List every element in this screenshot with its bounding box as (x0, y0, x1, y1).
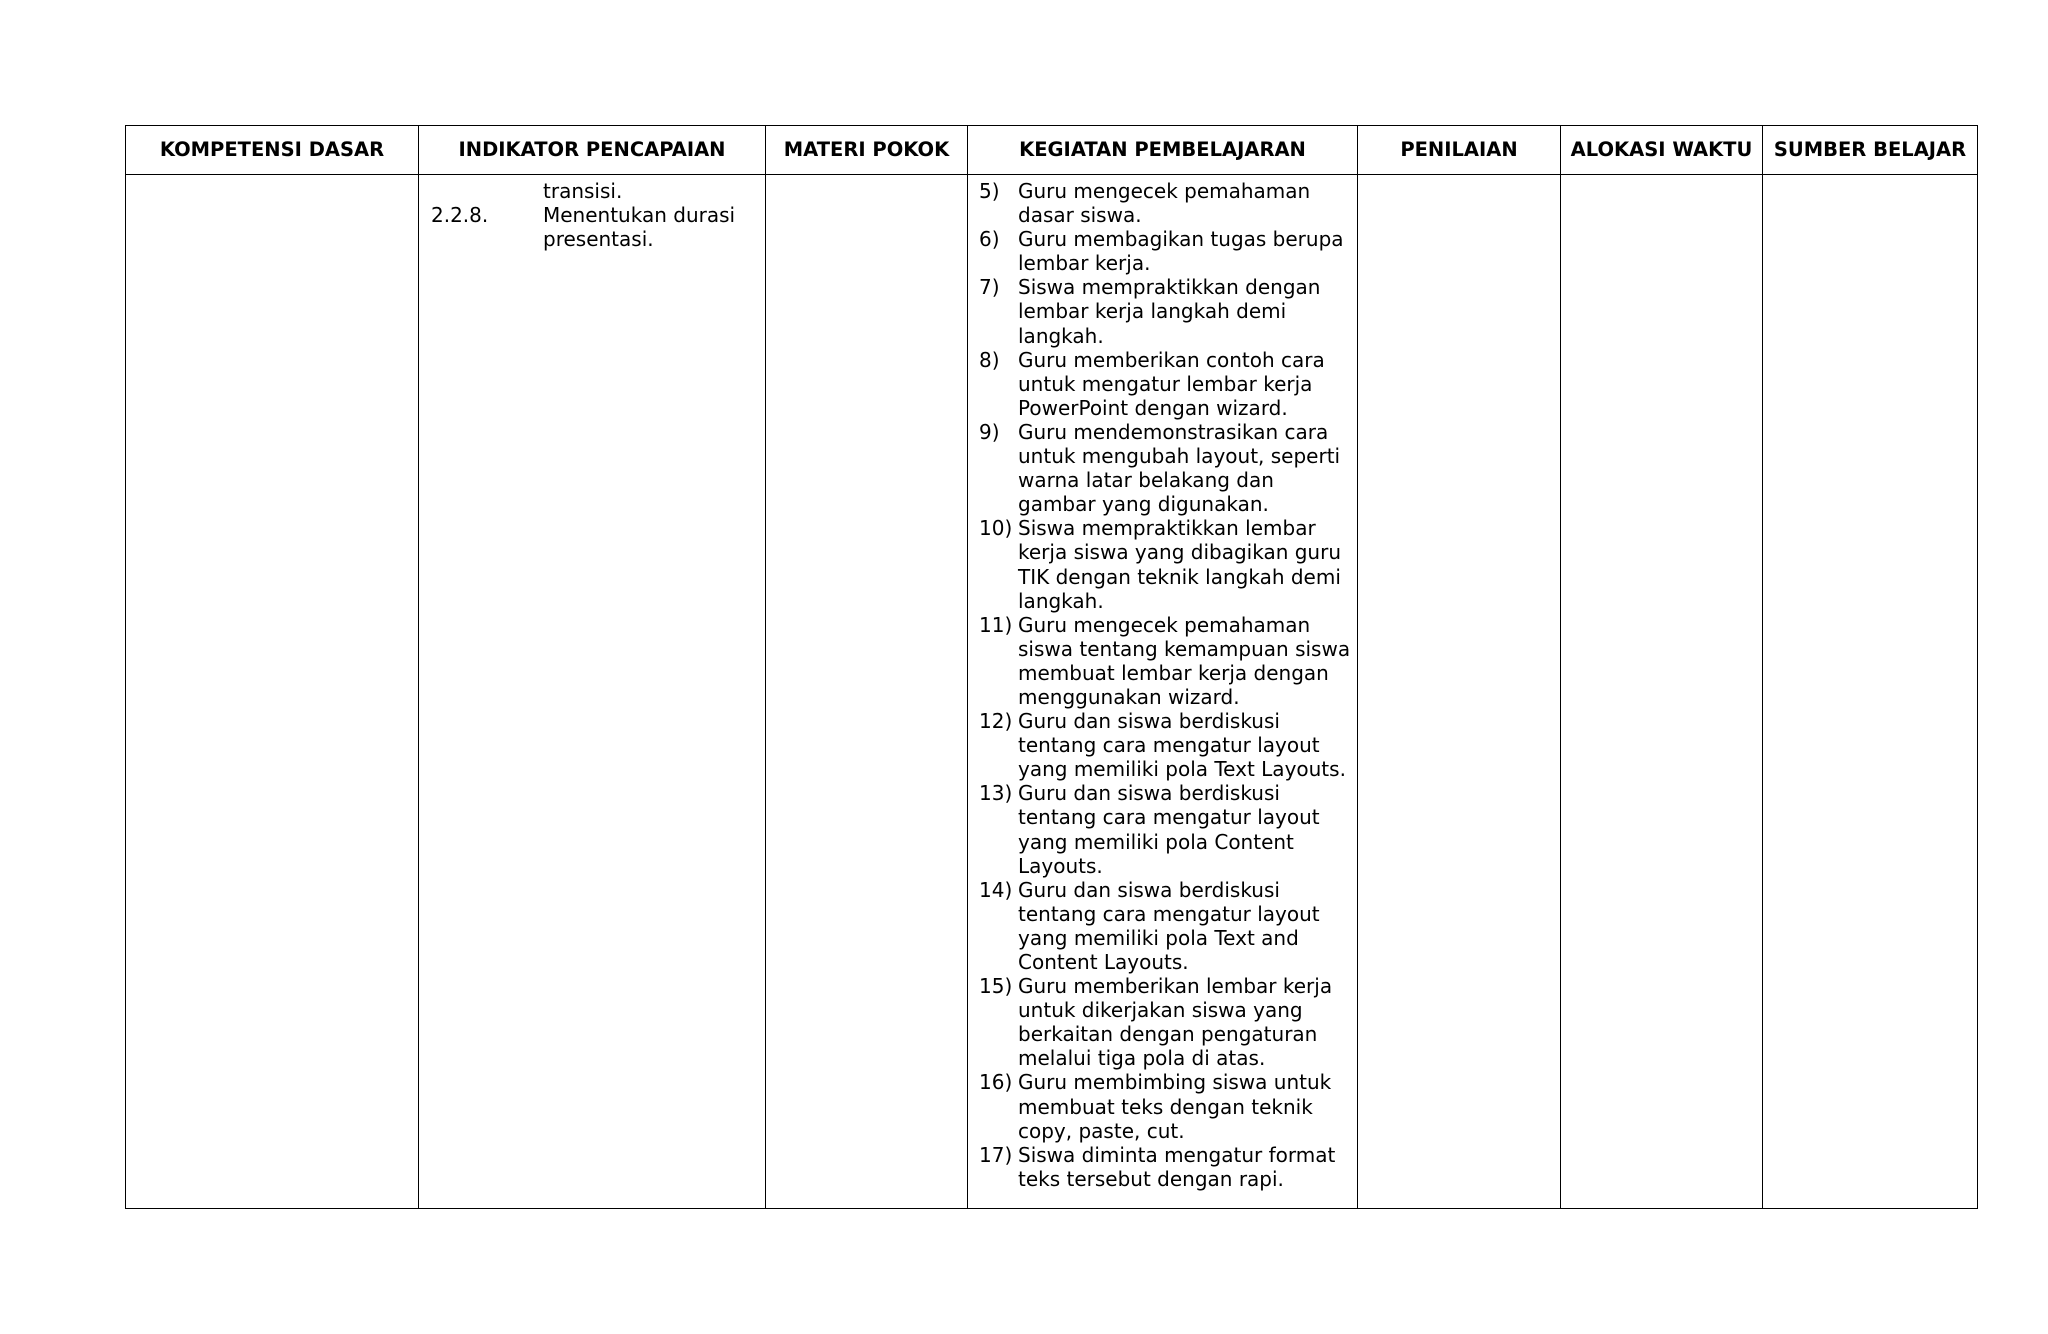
header-alokasi-waktu: ALOKASI WAKTU (1561, 126, 1763, 175)
activity-number: 11) (979, 612, 1013, 637)
activity-item (979, 275, 1351, 347)
activity-text: Guru mengecek pemahaman dasar siswa. (1018, 179, 1311, 228)
syllabus-table (125, 125, 1978, 1209)
activity-item (979, 974, 1351, 1070)
activity-number: 6) (979, 227, 1000, 252)
header-indikator-pencapaian: INDIKATOR PENCAPAIAN (419, 126, 766, 175)
cell-kegiatan-pembelajaran (968, 175, 1358, 1209)
activity-number: 5) (979, 179, 1000, 203)
activity-number: 14) (979, 877, 1013, 902)
activity-text: Guru mendemonstrasikan cara untuk mengubah layout, seperti warna latar belakang dan gambar yang digunakan. (1018, 419, 1341, 517)
activity-text: Guru memberikan contoh cara untuk mengatur lembar kerja PowerPoint dengan wizard. (1018, 347, 1325, 420)
activity-text: Guru mengecek pemahaman siswa tentang kemampuan siswa membuat lembar kerja dengan menggunakan wizard. (1018, 612, 1351, 709)
header-kompetensi-dasar: KOMPETENSI DASAR (126, 126, 419, 175)
indikator-item (431, 203, 765, 251)
table-header-row (126, 126, 1978, 175)
activity-item (979, 516, 1351, 612)
header-materi-pokok: MATERI POKOK (766, 126, 968, 175)
activity-text: Siswa mempraktikkan lembar kerja siswa yang dibagikan guru TIK dengan teknik langkah demi langkah. (1018, 516, 1341, 613)
activity-list (968, 175, 1357, 1191)
activity-number: 15) (979, 974, 1013, 999)
activity-item (979, 420, 1351, 516)
cell-sumber-belajar (1763, 175, 1978, 1209)
table-row (126, 175, 1978, 1209)
cell-indikator-pencapaian (419, 175, 766, 1209)
activity-number: 8) (979, 347, 1000, 372)
cell-materi-pokok (766, 175, 968, 1209)
activity-item (979, 781, 1351, 877)
indikator-text: Menentukan durasi presentasi. (543, 203, 736, 252)
activity-text: Guru memberikan lembar kerja untuk dikerjakan siswa yang berkaitan dengan pengaturan melalui tiga pola di atas. (1018, 974, 1333, 1071)
activity-number: 12) (979, 709, 1013, 734)
activity-number: 7) (979, 275, 1000, 300)
activity-text: Guru dan siswa berdiskusi tentang cara mengatur layout yang memiliki pola Text and Content Layouts. (1018, 877, 1320, 974)
cell-penilaian (1358, 175, 1561, 1209)
activity-item (979, 1070, 1351, 1142)
activity-item (979, 1143, 1351, 1191)
activity-number: 13) (979, 781, 1013, 806)
activity-text: Guru membimbing siswa untuk membuat teks dengan teknik copy, paste, cut. (1018, 1070, 1332, 1143)
activity-number: 17) (979, 1142, 1013, 1167)
header-penilaian: PENILAIAN (1358, 126, 1561, 175)
activity-text: Siswa mempraktikkan dengan lembar kerja langkah demi langkah. (1018, 275, 1321, 348)
activity-item (979, 179, 1351, 227)
activity-text: Guru dan siswa berdiskusi tentang cara mengatur layout yang memiliki pola Content Layouts. (1018, 781, 1320, 878)
indikator-text: transisi. (543, 179, 623, 203)
activity-item (979, 348, 1351, 420)
activity-text: Guru membagikan tugas berupa lembar kerja. (1018, 227, 1344, 276)
activity-number: 9) (979, 419, 1000, 444)
activity-number: 16) (979, 1070, 1013, 1095)
cell-alokasi-waktu (1561, 175, 1763, 1209)
header-kegiatan-pembelajaran: KEGIATAN PEMBELAJARAN (968, 126, 1358, 175)
indikator-number (431, 179, 543, 203)
activity-text: Guru dan siswa berdiskusi tentang cara mengatur layout yang memiliki pola Text Layouts. (1018, 709, 1346, 782)
indikator-list (419, 175, 765, 251)
activity-number: 10) (979, 516, 1013, 541)
activity-text: Siswa diminta mengatur format teks tersebut dengan rapi. (1018, 1142, 1336, 1191)
activity-item (979, 878, 1351, 974)
activity-item (979, 709, 1351, 781)
indikator-number: 2.2.8. (431, 203, 489, 228)
indikator-item (431, 179, 765, 203)
header-sumber-belajar: SUMBER BELAJAR (1763, 126, 1978, 175)
activity-item (979, 613, 1351, 709)
cell-kompetensi-dasar (126, 175, 419, 1209)
activity-item (979, 227, 1351, 275)
